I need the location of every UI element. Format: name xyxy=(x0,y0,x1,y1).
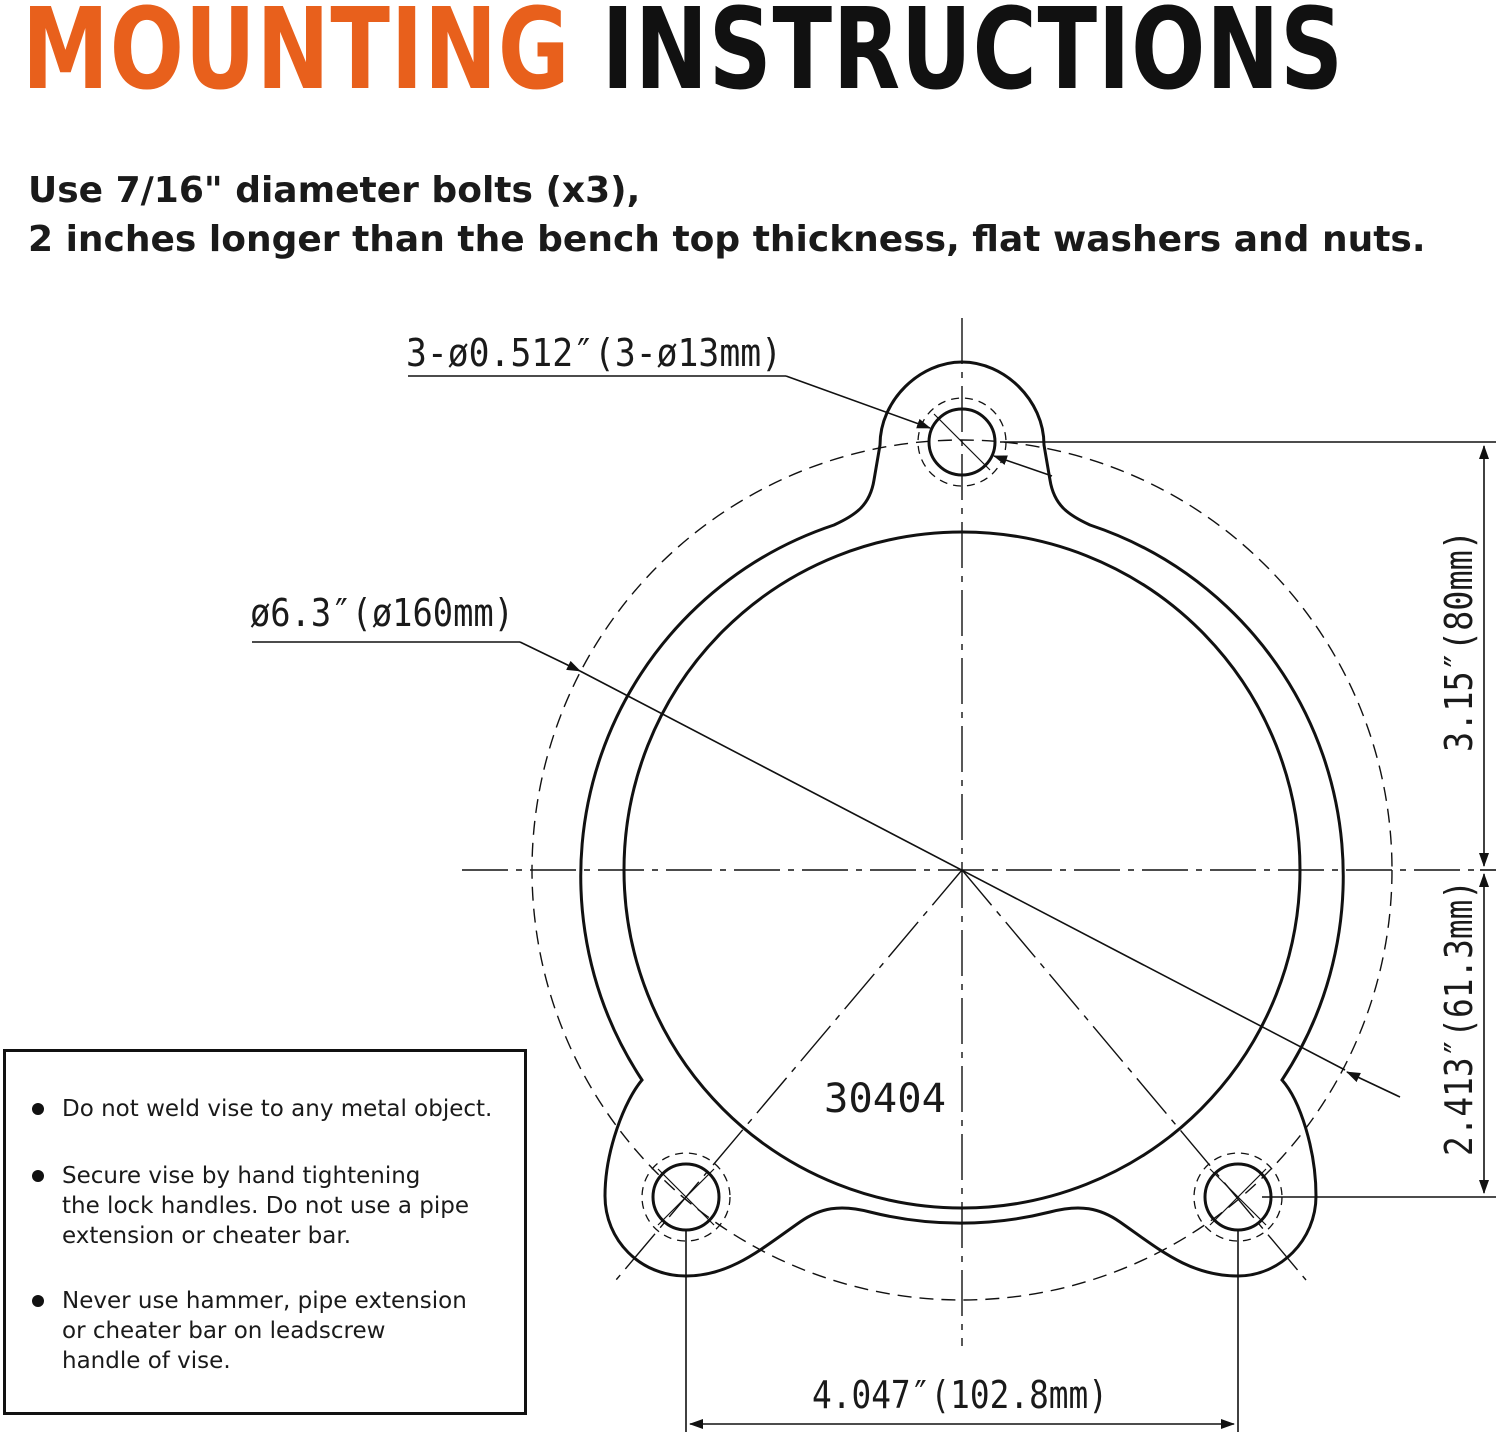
note-2-line-3: extension or cheater bar. xyxy=(62,1223,352,1249)
note-1-line-1: Do not weld vise to any metal object. xyxy=(62,1096,493,1122)
vertical-dimension-upper-label: 3.15″(80mm) xyxy=(1437,500,1481,752)
note-item xyxy=(62,1094,522,1124)
note-2-line-1: Secure vise by hand tightening xyxy=(62,1163,421,1189)
note-3-line-2: or cheater bar on leadscrew xyxy=(62,1318,386,1344)
title-word-instructions: INSTRUCTIONS xyxy=(601,0,1344,115)
note-3-line-3: handle of vise. xyxy=(62,1348,231,1374)
safety-notes-box xyxy=(3,1049,527,1415)
hole-dimension-label: 3-ø0.512″(3-ø13mm) xyxy=(406,331,782,375)
note-3-line-1: Never use hammer, pipe extension xyxy=(62,1288,467,1314)
part-number-label: 30404 xyxy=(824,1076,946,1122)
note-item xyxy=(62,1161,522,1251)
vertical-dimension-lines xyxy=(1000,442,1496,1197)
note-2-line-2: the lock handles. Do not use a pipe xyxy=(62,1193,470,1219)
bullet-icon xyxy=(32,1170,44,1182)
title-word-mounting: MOUNTING xyxy=(22,0,571,115)
intro-line-1: Use 7/16" diameter bolts (x3), xyxy=(28,170,641,211)
bullet-icon xyxy=(32,1295,44,1307)
horizontal-dimension-label: 4.047″(102.8mm) xyxy=(812,1373,1108,1417)
vertical-dimension-lower-label: 2.413″(61.3mm) xyxy=(1437,835,1481,1156)
note-item xyxy=(62,1286,522,1376)
intro-line-2: 2 inches longer than the bench top thickness, flat washers and nuts. xyxy=(28,219,1426,260)
bullet-icon xyxy=(32,1103,44,1115)
centerlines xyxy=(462,318,1478,1346)
bolt-circle-dimension-label: ø6.3″(ø160mm) xyxy=(250,591,514,635)
hole-dimension-leader xyxy=(408,376,1052,476)
